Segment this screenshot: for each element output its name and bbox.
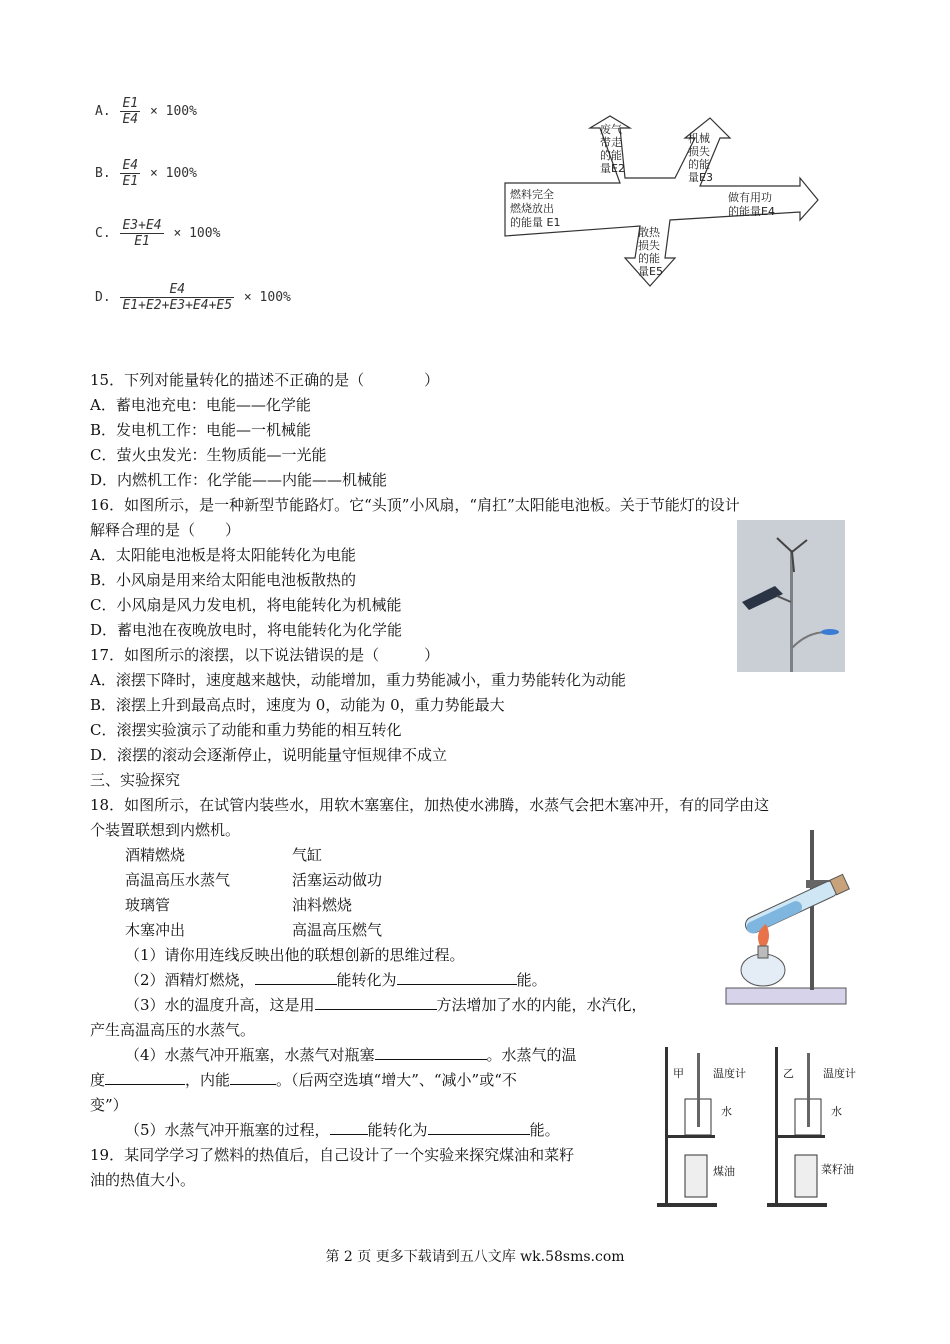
q18-part3-text: 方法增加了水的内能，水汽化， — [436, 996, 647, 1014]
option-label: B. — [95, 166, 111, 181]
waste-gas-label-3: 的能 — [600, 149, 622, 162]
answer-blank[interactable] — [375, 1043, 487, 1060]
waste-gas-label-1: 废气 — [600, 123, 622, 136]
answer-blank[interactable] — [105, 1068, 185, 1085]
heat-label-4: 量E5 — [638, 265, 663, 278]
label-water: 水 — [721, 1105, 732, 1118]
q17-option-d: D．滚摆的滚动会逐渐停止，说明能量守恒规律不成立 — [90, 746, 448, 764]
heat-label-3: 的能 — [638, 252, 660, 265]
mechanical-label-3: 的能 — [688, 158, 710, 171]
label-water: 水 — [831, 1105, 842, 1118]
q18-part3 — [125, 993, 647, 1018]
q17-option-c: C．滚摆实验演示了动能和重力势能的相互转化 — [90, 721, 402, 739]
energy-flow-diagram — [500, 108, 825, 313]
mechanical-label-1: 机械 — [688, 132, 710, 145]
denominator: E1 — [134, 234, 150, 249]
stand-base — [726, 988, 846, 1004]
label-thermometer: 温度计 — [823, 1067, 856, 1080]
waste-gas-label-2: 带走 — [600, 136, 622, 149]
numerator: E4 — [122, 158, 139, 173]
q18-part1: （1）请你用连线反映出他的联想创新的思维过程。 — [125, 946, 465, 964]
q16-option-a: A．太阳能电池板是将太阳能转化为电能 — [90, 546, 356, 564]
q18-part5-text: 能。 — [529, 1121, 560, 1139]
mechanical-label-4: 量E3 — [688, 171, 713, 184]
section-heading: 三、实验探究 — [90, 771, 181, 789]
answer-blank[interactable] — [428, 1118, 530, 1135]
option-label: C. — [95, 226, 111, 241]
option-label: A. — [95, 104, 111, 119]
answer-blank[interactable] — [315, 993, 437, 1010]
q15-option-c: C．萤火虫发光：生物质能—一光能 — [90, 446, 327, 464]
q18-part3-cont: 产生高温高压的水蒸气。 — [90, 1021, 256, 1039]
answer-blank[interactable] — [230, 1068, 276, 1085]
q18-part4-text: ，内能 — [185, 1071, 231, 1089]
pair-right: 气缸 — [292, 846, 323, 864]
q16-option-c: C．小风扇是风力发电机，将电能转化为机械能 — [90, 596, 402, 614]
useful-label-2: 的能量E4 — [728, 205, 775, 218]
q16-stem-1: 16．如图所示，是一种新型节能路灯。它“头顶”小风扇，“肩扛”太阳能电池板。关于节能灯的设计 — [90, 496, 740, 514]
pair-right: 高温高压燃气 — [292, 921, 383, 939]
fraction — [120, 158, 140, 189]
q16-stem-2: 解释合理的是（ ） — [90, 521, 241, 539]
pair-right: 油料燃烧 — [292, 896, 353, 914]
label-rapeseed-oil: 菜籽油 — [821, 1163, 854, 1176]
option-b — [95, 158, 197, 189]
q17-option-a: A．滚摆下降时，速度越来越快，动能增加，重力势能减小，重力势能转化为动能 — [90, 671, 626, 689]
fuel-label-1: 燃料完全 — [510, 188, 554, 201]
fraction — [120, 218, 163, 249]
q18-part2-text: 能转化为 — [336, 971, 397, 989]
thermometer-left — [697, 1053, 700, 1127]
test-tube — [743, 874, 849, 935]
fuel-label-2: 燃烧放出 — [510, 202, 554, 215]
q15-option-a: A．蓄电池充电：电能——化学能 — [90, 396, 311, 414]
label-yi: 乙 — [783, 1067, 794, 1080]
stand-rod-left — [665, 1047, 668, 1205]
denominator: E4 — [122, 112, 139, 127]
q16-option-d: D．蓄电池在夜晚放电时，将电能转化为化学能 — [90, 621, 403, 639]
q16-option-b: B．小风扇是用来给太阳能电池板散热的 — [90, 571, 357, 589]
lamp-right — [795, 1155, 817, 1197]
q18-stem-1: 18．如图所示，在试管内装些水，用软木塞塞住，加热使水沸腾，水蒸气会把木塞冲开，有的同学由这 — [90, 796, 770, 814]
pair-left: 玻璃管 — [125, 896, 171, 914]
useful-label-1: 做有用功 — [728, 191, 772, 204]
numerator: E4 — [120, 282, 234, 298]
q18-part2 — [125, 968, 547, 993]
label-thermometer: 温度计 — [713, 1067, 746, 1080]
option-a — [95, 96, 197, 127]
q18-part4-cont — [90, 1068, 517, 1093]
q18-stem-2: 个装置联想到内燃机。 — [90, 821, 241, 839]
q18-part2-text: （2）酒精灯燃烧， — [125, 971, 255, 989]
waste-gas-label-4: 量E2 — [600, 162, 625, 175]
answer-blank[interactable] — [330, 1118, 368, 1135]
pair-left: 酒精燃烧 — [125, 846, 186, 864]
q17-option-b: B．滚摆上升到最高点时，速度为 0，动能为 0，重力势能最大 — [90, 696, 505, 714]
answer-blank[interactable] — [255, 968, 337, 985]
q18-part4-end: 变”） — [90, 1096, 128, 1114]
q15-stem: 15．下列对能量转化的描述不正确的是（ ） — [90, 371, 440, 389]
option-c — [95, 218, 220, 249]
alcohol-lamp — [741, 954, 785, 986]
q18-part4-text: 。水蒸气的温 — [486, 1046, 577, 1064]
lamp-head — [821, 629, 839, 635]
q18-part5-text: （5）水蒸气冲开瓶塞的过程， — [125, 1121, 330, 1139]
q18-part2-text: 能。 — [516, 971, 547, 989]
lamp-left — [685, 1155, 707, 1197]
q18-part4-text: （4）水蒸气冲开瓶塞，水蒸气对瓶塞 — [125, 1046, 375, 1064]
q18-part4 — [125, 1043, 577, 1068]
option-d — [95, 282, 291, 313]
pair-left: 高温高压水蒸气 — [125, 871, 231, 889]
heat-label-2: 损失 — [638, 239, 660, 252]
street-lamp-photo — [737, 520, 845, 672]
page-footer: 第 2 页 更多下载请到五八文库 wk.58sms.com — [325, 1249, 625, 1265]
percent-suffix: × 100% — [149, 166, 197, 181]
fuel-label-3: 的能量 E1 — [510, 216, 561, 229]
q15-option-b: B．发电机工作：电能—一机械能 — [90, 421, 312, 439]
stand-rod — [810, 830, 814, 990]
percent-suffix: × 100% — [173, 226, 221, 241]
q18-part3-text: （3）水的温度升高，这是用 — [125, 996, 315, 1014]
q19-stem-2: 油的热值大小。 — [90, 1171, 196, 1189]
test-tube-apparatus — [718, 828, 863, 1010]
label-kerosene: 煤油 — [713, 1165, 735, 1178]
option-label: D. — [95, 290, 111, 305]
q18-part5 — [125, 1118, 560, 1143]
pair-right: 活塞运动做功 — [292, 871, 383, 889]
fraction — [120, 96, 140, 127]
q18-part4-text: 。（后两空选填“增大”、“减小”或“不 — [276, 1071, 517, 1089]
label-jia: 甲 — [673, 1067, 684, 1080]
denominator: E1 — [122, 174, 139, 189]
heat-label-1: 散热 — [638, 226, 660, 239]
thermometer-right — [807, 1053, 810, 1127]
fraction — [120, 282, 234, 313]
heat-value-apparatus — [655, 1043, 865, 1208]
q18-part4-text: 度 — [90, 1071, 106, 1089]
numerator: E3+E4 — [122, 218, 162, 233]
percent-suffix: × 100% — [149, 104, 197, 119]
mechanical-label-2: 损失 — [688, 145, 710, 158]
percent-suffix: × 100% — [243, 290, 291, 305]
q19-stem-1: 19．某同学学习了燃料的热值后，自己设计了一个实验来探究煤油和菜籽 — [90, 1146, 575, 1164]
q17-stem: 17．如图所示的滚摆，以下说法错误的是（ ） — [90, 646, 440, 664]
q18-part5-text: 能转化为 — [367, 1121, 428, 1139]
lamp-pole — [790, 550, 793, 672]
lamp-wick-holder — [758, 946, 768, 958]
answer-blank[interactable] — [397, 968, 517, 985]
q15-option-d: D．内燃机工作：化学能——内能——机械能 — [90, 471, 388, 489]
denominator: E1+E2+E3+E4+E5 — [122, 298, 233, 313]
numerator: E1 — [122, 96, 139, 111]
stand-rod-right — [775, 1047, 778, 1205]
pair-left: 木塞冲出 — [125, 921, 186, 939]
